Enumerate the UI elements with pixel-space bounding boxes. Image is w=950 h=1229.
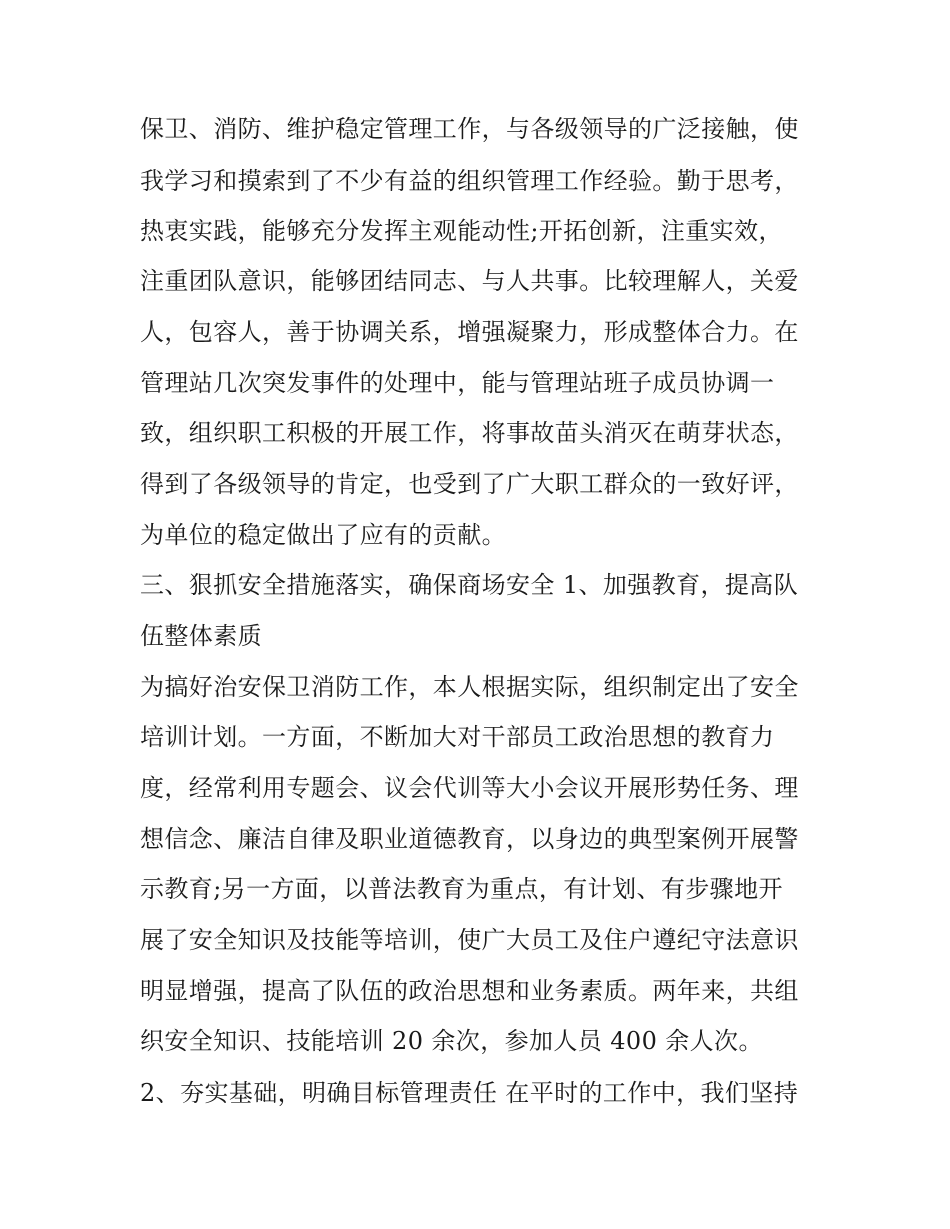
text-line-13: 培训计划。一方面，不断加大对干部员工政治思想的教育力 (140, 723, 775, 751)
section-heading-3-cont: 伍整体素质 (140, 622, 262, 650)
text-line-8: 得到了各级领导的肯定，也受到了广大职工群众的一致好评， (140, 470, 799, 498)
text-line-19: 织安全知识、技能培训 20 余次，参加人员 400 余人次。 (140, 1027, 763, 1055)
text-line-16: 示教育;另一方面，以普法教育为重点，有计划、有步骤地开 (140, 875, 783, 903)
text-line-12: 为搞好治安保卫消防工作，本人根据实际，组织制定出了安全 (140, 673, 799, 701)
text-line-7: 致，组织职工积极的开展工作，将事故苗头消灭在萌芽状态， (140, 419, 799, 447)
text-line-5: 人，包容人，善于协调关系，增强凝聚力，形成整体合力。在 (140, 318, 799, 346)
text-line-3: 热衷实践，能够充分发挥主观能动性;开拓创新，注重实效， (140, 217, 783, 245)
text-line-15: 想信念、廉洁自律及职业道德教育，以身边的典型案例开展警 (140, 825, 799, 853)
text-line-14: 度，经常利用专题会、议会代训等大小会议开展形势任务、理 (140, 774, 799, 802)
section-heading-3: 三、狠抓安全措施落实，确保商场安全 1、加强教育，提高队 (140, 571, 799, 599)
text-line-2: 我学习和摸索到了不少有益的组织管理工作经验。勤于思考， (140, 167, 799, 195)
text-line-1: 保卫、消防、维护稳定管理工作，与各级领导的广泛接触，使 (140, 115, 799, 143)
text-line-6: 管理站几次突发事件的处理中，能与管理站班子成员协调一 (140, 369, 775, 397)
text-line-4: 注重团队意识，能够团结同志、与人共事。比较理解人，关爱 (140, 267, 799, 295)
text-line-18: 明显增强，提高了队伍的政治思想和业务素质。两年来，共组 (140, 977, 799, 1005)
text-line-20: 2、夯实基础，明确目标管理责任 在平时的工作中，我们坚持 (140, 1079, 799, 1107)
text-line-9: 为单位的稳定做出了应有的贡献。 (140, 521, 506, 549)
text-line-17: 展了安全知识及技能等培训，使广大员工及住户遵纪守法意识 (140, 926, 799, 954)
